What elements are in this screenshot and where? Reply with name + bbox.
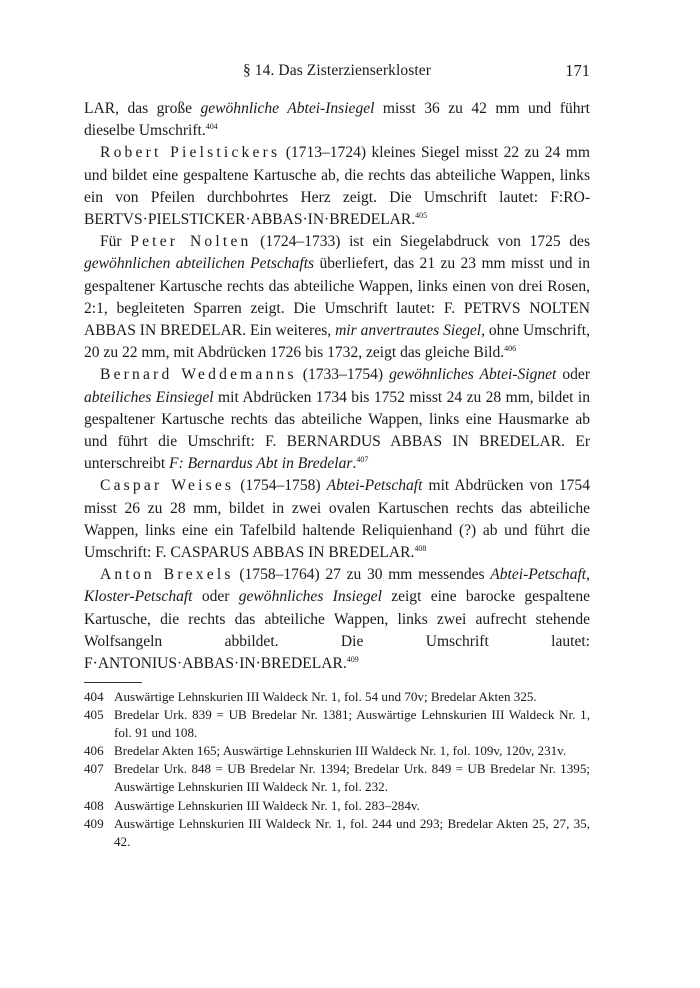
italic-term: Abtei-Petschaft (490, 566, 587, 584)
italic-term: gewöhnliches Abtei-Signet (389, 366, 557, 384)
footnote-separator (84, 682, 142, 683)
text-span: mit Abdrücken von 1754 misst 26 zu 28 mm, bildet in zwei ovalen Kartuschen rechts das abteiliche Wappen, links eine ein Tafelbild haltende Reliquienhand (?) ab und führt die Umschrift: F. CASPARUS ABBAS IN BREDELAR. (84, 477, 590, 562)
footnote-text: Bredelar Urk. 848 = UB Bredelar Nr. 1394; Bredelar Urk. 849 = UB Bredelar Nr. 1395; Auswärtige Lehnskurien III Waldeck Nr. 1, fol. 232. (114, 761, 590, 795)
footnote (84, 760, 590, 796)
italic-term: abteiliches Einsiegel (84, 388, 214, 406)
paragraph (84, 142, 590, 231)
abbot-name: Anton Brexels (100, 566, 234, 584)
footnote-ref: 407 (356, 455, 369, 465)
text-span: , (586, 566, 590, 584)
italic-term: Kloster-Petschaft (84, 588, 193, 606)
text-span: (1754–1758) (234, 477, 327, 495)
text-span: oder (556, 366, 590, 384)
footnote-text: Auswärtige Lehnskurien III Waldeck Nr. 1, fol. 283–284v. (114, 797, 420, 813)
text-span: (1724–1733) ist ein Siegelabdruck von 1725 des (251, 233, 591, 251)
text-span: (1713–1724) kleines Siegel misst 22 zu 24 mm und bildet eine gespaltene Kartusche ab, die rechts das abteiliche Wappen, links ein von Pfeilen durchbohrtes Herz zeigt. Die Umschrift lautet: F:ROBERTVS·PIELSTICKER·ABBAS·IN·BREDELAR. (84, 144, 590, 229)
text-span: Für (100, 233, 131, 251)
text-span: zeigt eine barocke gespaltene Kartusche, die rechts das abteiliche Wappen, links zwei aufrecht stehende Wolfsangeln abbildet. Die Umschrift lautet: F·ANTONIUS·ABBAS·IN·BREDELAR. (84, 588, 590, 673)
page-number: 171 (565, 61, 590, 80)
running-head (84, 62, 590, 84)
text-span: mit Abdrücken 1734 bis 1752 misst 24 zu 28 mm, bildet in gespaltener Kartusche rechts das abteiliche Wappen, links eine Hausmarke ab und führt die Umschrift: F. BERNARDUS ABBAS IN BREDELAR. Er unterschreibt (84, 388, 591, 473)
text-span: (1733–1754) (296, 366, 390, 384)
footnote (84, 797, 590, 815)
text-span: überliefert, das 21 zu 23 mm misst und in gespaltener Kartusche rechts das abteiliche Wappen, links einen von drei Rosen, 2:1, begleiteten Sparren zeigt. Die Umschrift lautet: F. PETRVS NOLTEN ABBAS IN BREDELAR. Ein weiteres, (84, 255, 590, 340)
paragraph (84, 98, 590, 142)
text-span: oder (192, 588, 239, 606)
footnote-ref: 405 (415, 211, 428, 221)
footnote-number: 408 (84, 797, 104, 813)
footnote-ref: 408 (414, 544, 427, 554)
footnote-number: 405 (84, 707, 104, 723)
italic-term: gewöhnlichen abteilichen Petschafts (84, 255, 315, 273)
footnote-number: 406 (84, 743, 104, 759)
paragraph (84, 475, 590, 564)
abbot-name: Bernard Weddemanns (100, 366, 297, 384)
italic-term: gewöhnliches Insiegel (238, 588, 382, 606)
footnote (84, 688, 590, 706)
abbot-name: Robert Pielstickers (100, 144, 281, 162)
italic-term: mir anvertrautes Siegel (335, 322, 482, 340)
italic-term: Abtei-Petschaft (326, 477, 423, 495)
body-text (84, 98, 590, 675)
footnote (84, 742, 590, 760)
text-span: LAR, das große (84, 100, 201, 117)
footnote (84, 815, 590, 851)
abbot-name: Caspar Weises (100, 477, 235, 495)
footnote-text: Auswärtige Lehnskurien III Waldeck Nr. 1, fol. 244 und 293; Bredelar Akten 25, 27, 35, 42. (114, 815, 590, 849)
text-span: (1758–1764) 27 zu 30 mm messendes (233, 566, 491, 584)
footnote-text: Bredelar Urk. 839 = UB Bredelar Nr. 1381; Auswärtige Lehnskurien III Waldeck Nr. 1, fol. 91 und 108. (114, 707, 590, 741)
footnote-ref: 409 (346, 655, 359, 665)
text-span: , ohne Umschrift, 20 zu 22 mm, mit Abdrücken 1726 bis 1732, zeigt das gleiche Bild. (84, 322, 590, 362)
italic-term: gewöhnliche Abtei-Insiegel (200, 100, 375, 117)
footnote-text: Auswärtige Lehnskurien III Waldeck Nr. 1, fol. 54 und 70v; Bredelar Akten 325. (114, 689, 537, 704)
footnote-number: 409 (84, 815, 104, 831)
footnote-ref: 406 (504, 344, 517, 354)
italic-term: F: Bernardus Abt in Bredelar (169, 455, 353, 473)
footnote-number: 407 (84, 761, 104, 777)
footnote (84, 706, 590, 742)
paragraph (84, 231, 590, 364)
paragraph (84, 564, 590, 675)
footnote-text: Bredelar Akten 165; Auswärtige Lehnskurien III Waldeck Nr. 1, fol. 109v, 120v, 231v. (114, 743, 567, 759)
abbot-name: Peter Nolten (130, 233, 252, 251)
footnotes (84, 688, 590, 851)
text-span: . (352, 455, 357, 473)
footnote-ref: 404 (205, 122, 218, 132)
section-heading: § 14. Das Zisterzienserkloster (242, 62, 432, 79)
paragraph (84, 364, 590, 475)
text-span: misst 36 zu 42 mm und führt dieselbe Umschrift. (84, 100, 590, 140)
footnote-number: 404 (84, 689, 104, 704)
